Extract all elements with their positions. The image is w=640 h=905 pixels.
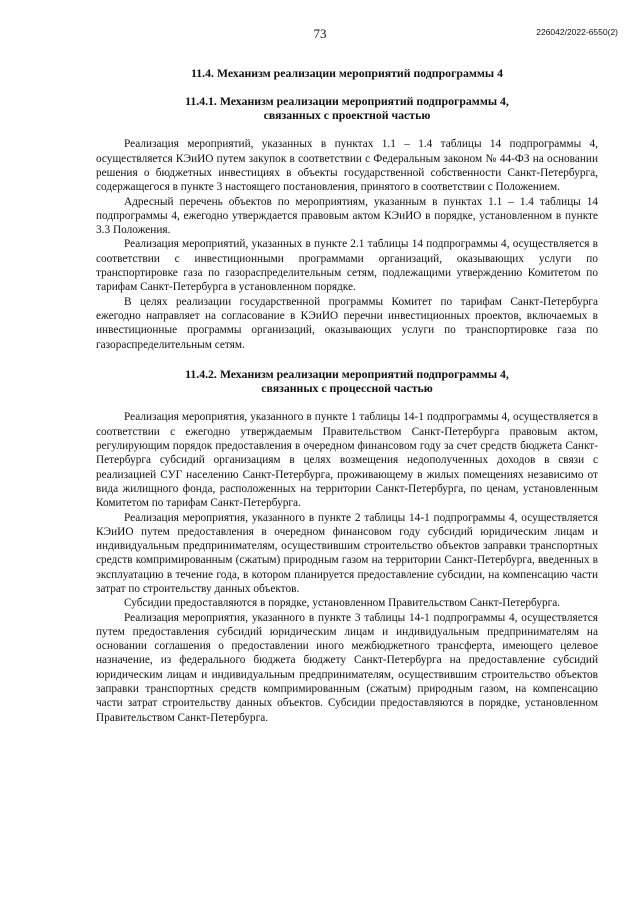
page-number: 73 <box>313 26 327 41</box>
subsection-heading-11-4-2 <box>96 367 598 396</box>
paragraph: Реализация мероприятия, указанного в пункте 3 таблицы 14-1 подпрограммы 4, осуществляется путем предоставления субсидий юридическим лицам и индивидуальным предпринимателям на основании соглашения о предоставлении иного межбюджетного трансферта, имеющего целевое назначение, из федерального бюджета бюджету Санкт-Петербурга на предоставление субсидий юридическим лицам и индивидуальным предпринимателям, осуществившим строительство объектов заправки транспортных средств компримированным (сжатым) природным газом, на компенсацию части затрат строительству данных объектов. Субсидии предоставляются в порядке, установленном Правительством Санкт-Петербурга. <box>96 611 598 724</box>
heading-line: 11.4.1. Механизм реализации мероприятий подпрограммы 4, <box>185 93 509 108</box>
page-content <box>96 66 598 725</box>
heading-line: связанных с процессной частью <box>261 381 433 396</box>
heading-line: 11.4.2. Механизм реализации мероприятий подпрограммы 4, <box>185 366 509 381</box>
paragraph: Реализация мероприятия, указанного в пункте 1 таблицы 14-1 подпрограммы 4, осуществляется в соответствии с ежегодно утверждаемым Правительством Санкт-Петербурга правовым актом, регулирующим порядок предоставления в очередном финансовом году за счет средств бюджета Санкт-Петербурга субсидий организациям в целях возмещения недополученных доходов в связи с реализацией СУГ населению Санкт-Петербурга, проживающему в жилых помещениях независимо от вида жилищного фонда, расположенных на территории Санкт-Петербурга, по ценам, установленным Комитетом по тарифам Санкт-Петербурга. <box>96 411 598 510</box>
heading-line: связанных с проектной частью <box>263 108 431 123</box>
paragraph: Реализация мероприятий, указанных в пункте 2.1 таблицы 14 подпрограммы 4, осуществляется в соответствии с инвестиционными программами организаций, оказывающих услуги по транспортировке газа по газораспределительным сетям, подлежащими утверждению Комитетом по тарифам Санкт-Петербурга в установленном порядке. <box>96 238 598 294</box>
subsection-heading-11-4-1 <box>96 94 598 123</box>
paragraph: Реализация мероприятий, указанных в пунктах 1.1 – 1.4 таблицы 14 подпрограммы 4, осуществляется КЭиИО путем закупок в соответствии с Федеральным законом № 44-ФЗ на основании решения о бюджетных инвестициях в объекты государственной собственности Санкт-Петербурга, содержащегося в пункте 3 настоящего постановления, принятого в соответствии с Положением. <box>96 138 598 194</box>
paragraph: В целях реализации государственной программы Комитет по тарифам Санкт-Петербурга ежегодно направляет на согласование в КЭиИО перечни инвестиционных проектов, включаемых в инвестиционные программы организаций, оказывающих услуги по транспортировке газа по газораспределительным сетям. <box>96 295 598 351</box>
paragraph: Субсидии предоставляются в порядке, установленном Правительством Санкт-Петербурга. <box>124 597 561 610</box>
paragraph: Реализация мероприятия, указанного в пункте 2 таблицы 14-1 подпрограммы 4, осуществляется КЭиИО путем предоставления в очередном финансовом году субсидий юридическим лицам и индивидуальным предпринимателям, осуществившим строительство объектов заправки транспортных средств компримированным (сжатым) природным газом на территории Санкт-Петербурга, введенных в эксплуатацию в течение года, в котором планируется предоставление субсидии, на компенсацию части затрат по строительству данных объектов. <box>96 511 598 595</box>
section-heading-11-4: 11.4. Механизм реализации мероприятий подпрограммы 4 <box>191 66 503 80</box>
paragraph: Адресный перечень объектов по мероприятиям, указанным в пунктах 1.1 – 1.4 таблицы 14 подпрограммы 4, ежегодно утверждается правовым актом КЭиИО в порядке, установленном в пункте 3.3 Положения. <box>96 195 598 237</box>
document-id: 226042/2022-6550(2) <box>536 27 618 37</box>
